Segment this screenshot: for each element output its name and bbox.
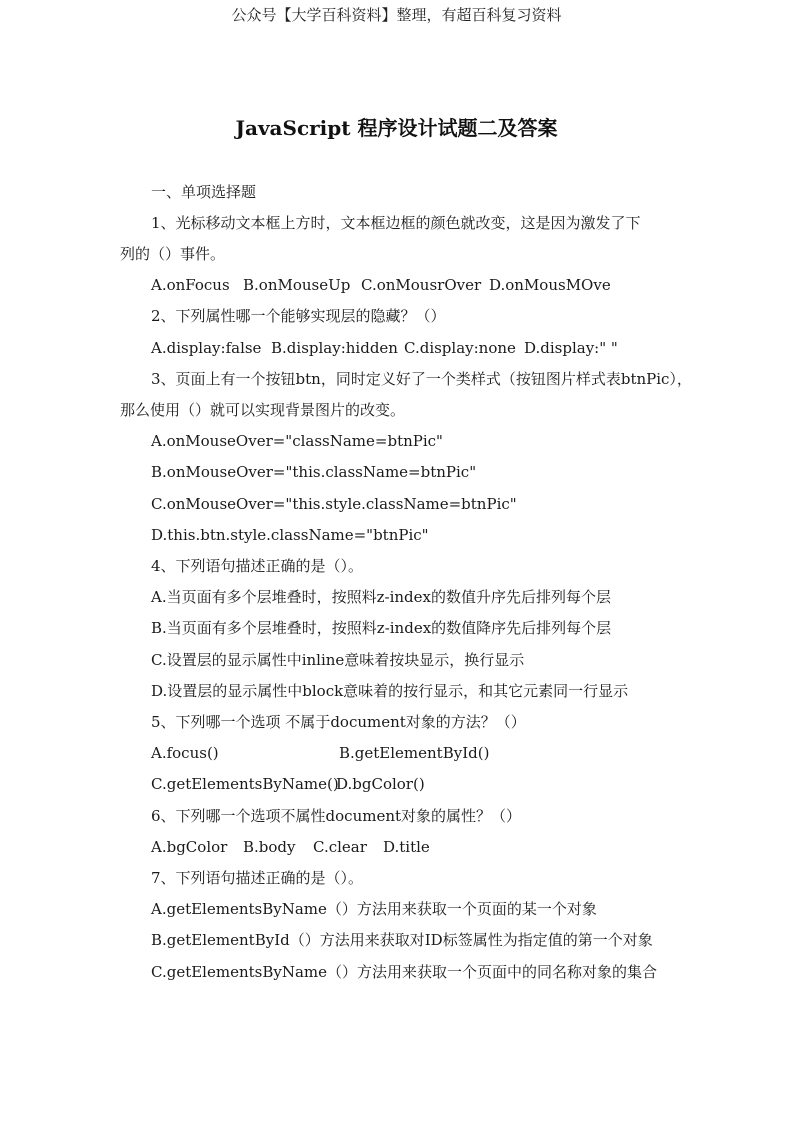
q2-option-d: D.display:" " [524, 339, 618, 357]
q3-option-b: B.onMouseOver="this.className=btnPic" [151, 463, 477, 481]
q5-option-b: B.getElementById() [339, 744, 490, 762]
question-5-options-row-1 [151, 743, 489, 763]
q3-option-d: D.this.btn.style.className="btnPic" [151, 526, 429, 544]
q2-option-c: C.display:none [404, 339, 516, 357]
q7-option-c: C.getElementsByName（）方法用来获取一个页面中的同名称对象的集合 [151, 963, 657, 981]
q1-option-a: A.onFocus [151, 276, 230, 294]
question-1-options [151, 275, 611, 295]
q3-option-c: C.onMouseOver="this.style.className=btnPic" [151, 495, 517, 513]
question-5-options-row-2 [151, 774, 425, 794]
q4-option-b: B.当页面有多个层堆叠时，按照料z-index的数值降序先后排列每个层 [151, 619, 612, 637]
q2-option-a: A.display:false [151, 339, 262, 357]
q1-option-b: B.onMouseUp [243, 276, 351, 294]
q4-option-c: C.设置层的显示属性中inline意味着按块显示，换行显示 [151, 651, 525, 669]
question-2: 2、下列属性哪一个能够实现层的隐藏？（） [151, 307, 446, 325]
question-4: 4、下列语句描述正确的是（）。 [151, 557, 364, 575]
q7-option-b: B.getElementById（）方法用来获取对ID标签属性为指定值的第一个对象 [151, 931, 653, 949]
q3-option-a: A.onMouseOver="className=btnPic" [151, 432, 443, 450]
q4-option-a: A.当页面有多个层堆叠时，按照料z-index的数值升序先后排列每个层 [151, 588, 611, 606]
q6-option-c: C.clear [313, 838, 367, 856]
question-1-line-2: 列的（）事件。 [120, 245, 226, 263]
q2-option-b: B.display:hidden [271, 339, 398, 357]
q5-option-d: D.bgColor() [336, 775, 425, 793]
question-2-options [151, 338, 618, 358]
q5-option-a: A.focus() [151, 744, 219, 762]
q6-option-a: A.bgColor [151, 838, 228, 856]
q5-option-c: C.getElementsByName() [151, 775, 339, 793]
header-note: 公众号【大学百科资料】整理，有超百科复习资料 [231, 6, 562, 24]
section-heading: 一、单项选择题 [151, 183, 257, 201]
question-7: 7、下列语句描述正确的是（）。 [151, 869, 364, 887]
question-6-options [151, 837, 430, 857]
q6-option-b: B.body [243, 838, 296, 856]
question-1-line-1: 1、光标移动文本框上方时，文本框边框的颜色就改变，这是因为激发了下 [151, 214, 641, 232]
question-5: 5、下列哪一个选项 不属于document对象的方法？（） [151, 713, 526, 731]
question-6: 6、下列哪一个选项不属性document对象的属性？（） [151, 807, 522, 825]
q1-option-c: C.onMousrOver [361, 276, 482, 294]
question-3-line-1: 3、页面上有一个按钮btn，同时定义好了一个类样式（按钮图片样式表btnPic）， [151, 370, 692, 388]
q6-option-d: D.title [383, 838, 430, 856]
question-3-line-2: 那么使用（）就可以实现背景图片的改变。 [120, 401, 406, 419]
page-title: JavaScript 程序设计试题二及答案 [235, 116, 558, 140]
q4-option-d: D.设置层的显示属性中block意味着的按行显示，和其它元素同一行显示 [151, 682, 629, 700]
q1-option-d: D.onMousMOve [489, 276, 611, 294]
q7-option-a: A.getElementsByName（）方法用来获取一个页面的某一个对象 [151, 900, 597, 918]
